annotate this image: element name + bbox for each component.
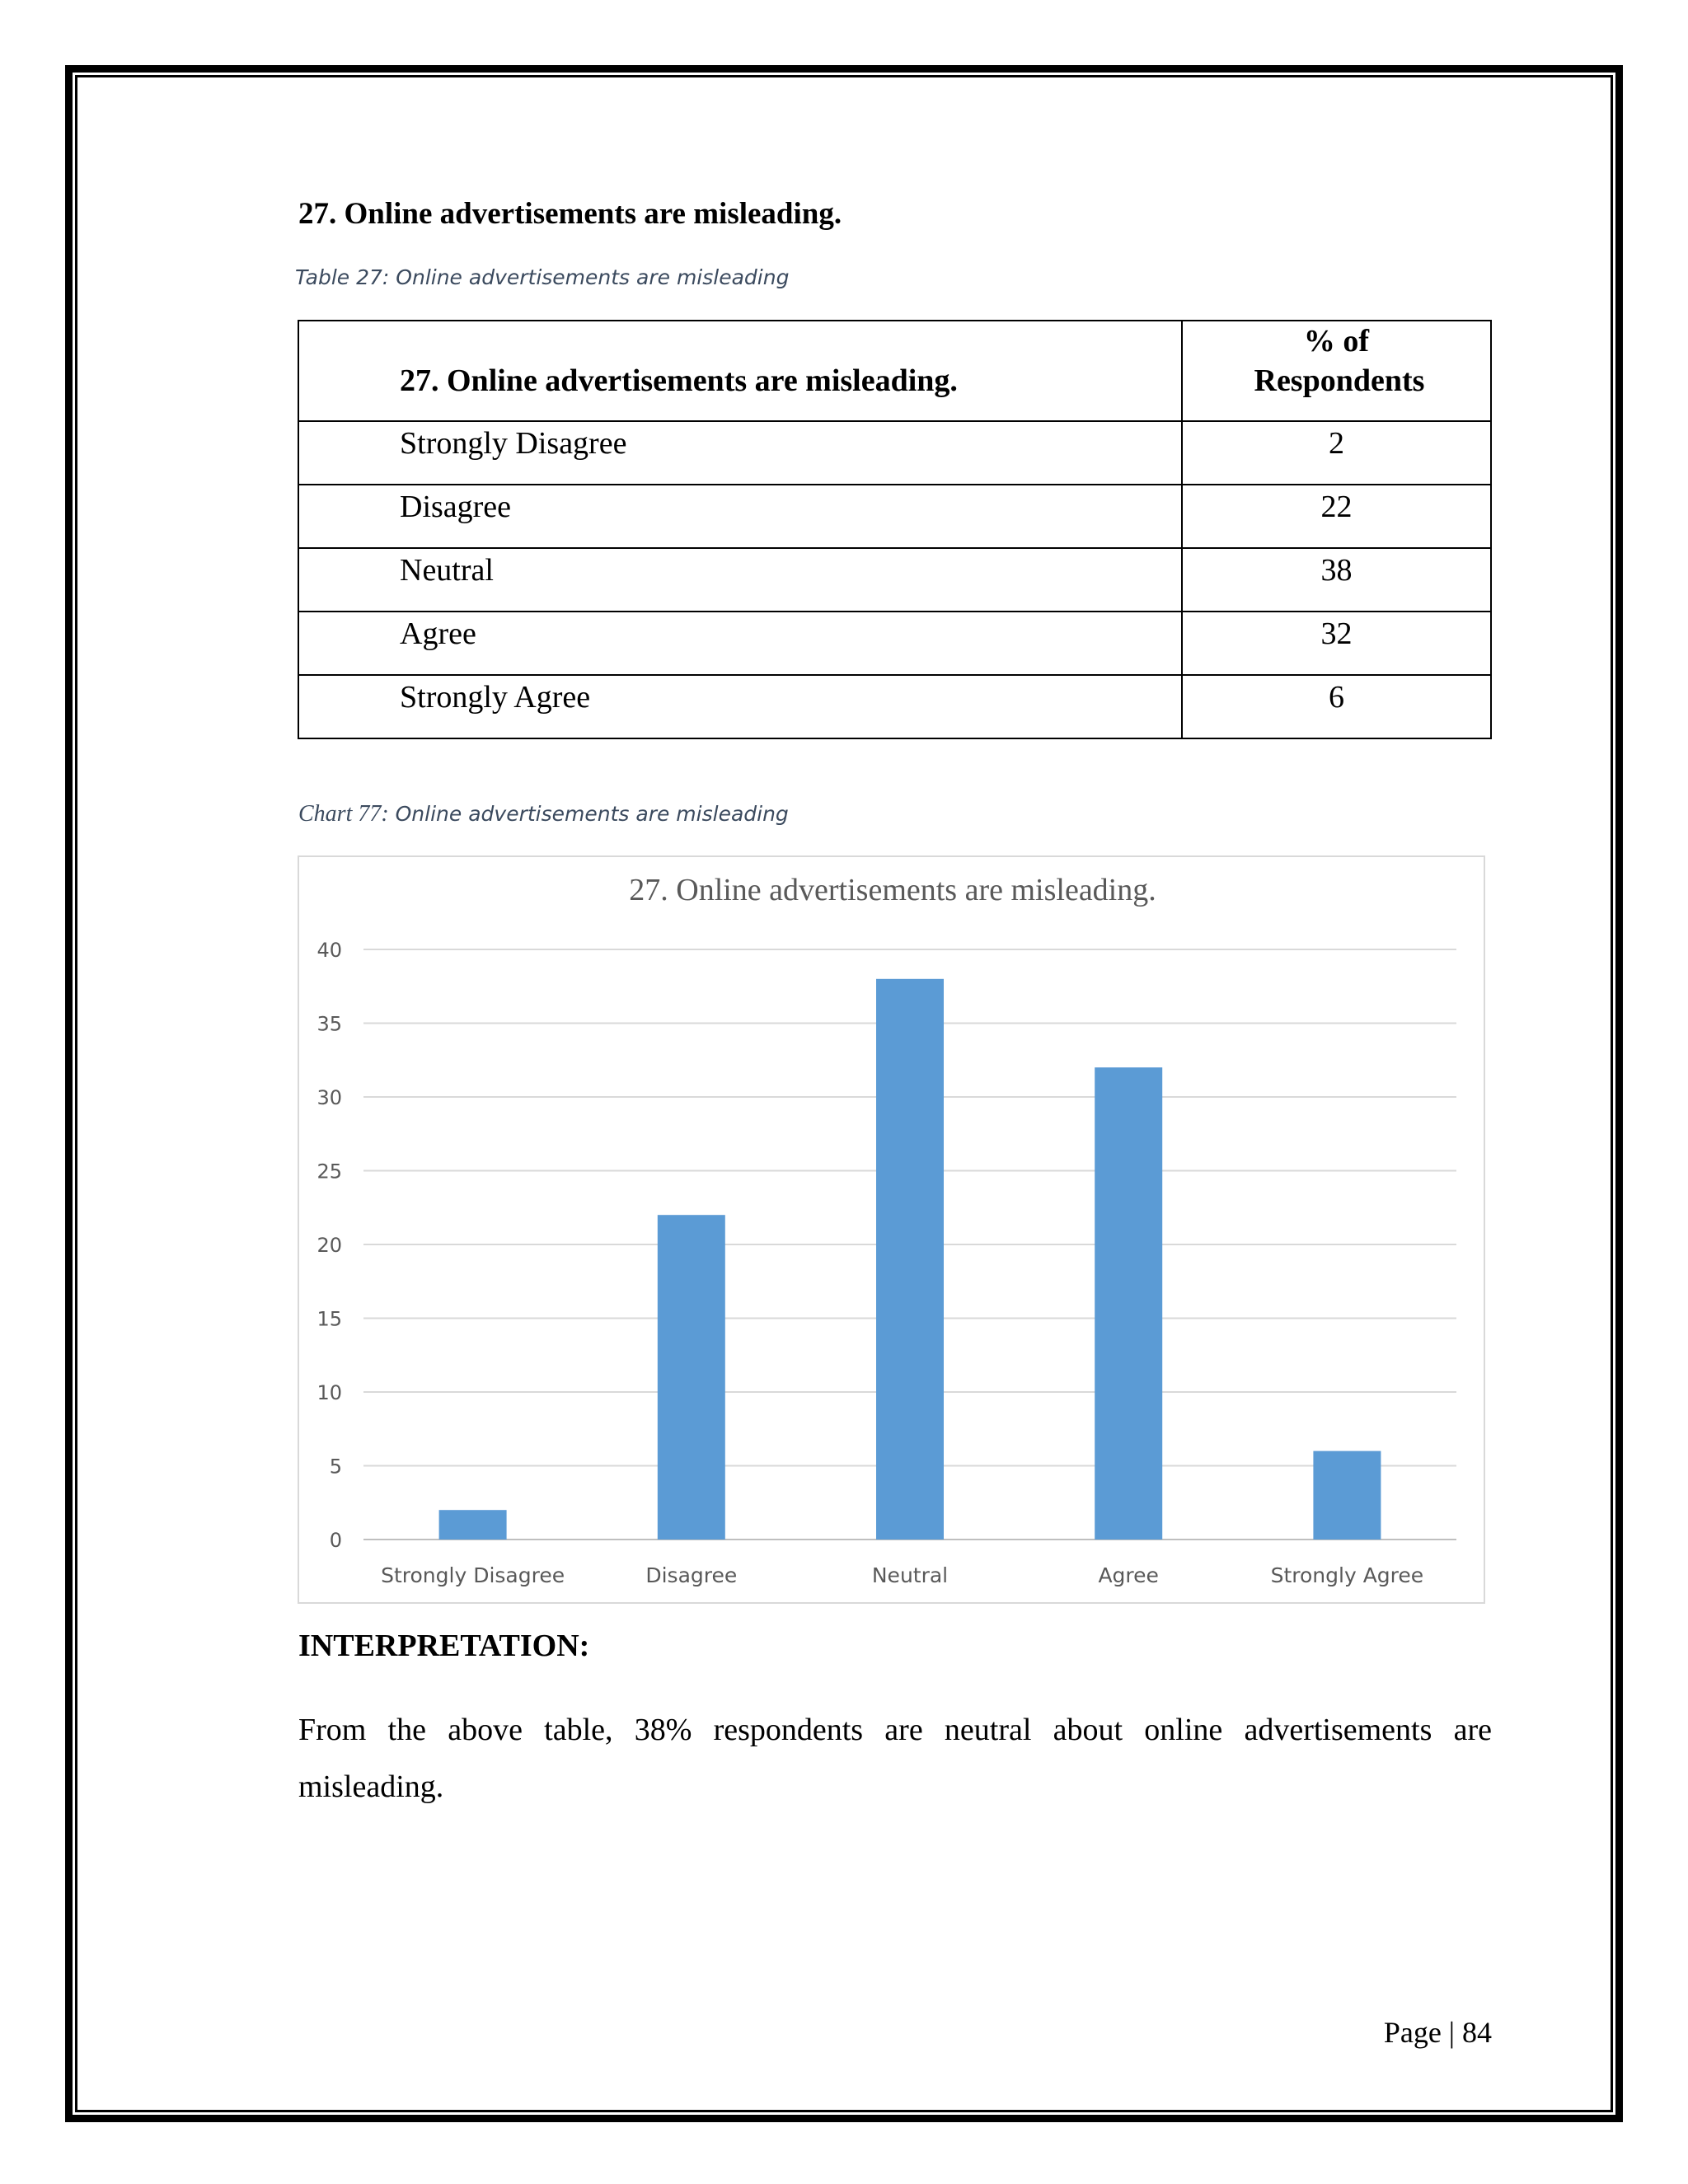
x-tick-label: Strongly Disagree [381, 1563, 565, 1587]
table-header-percent-label: % of Respondents [1254, 324, 1425, 398]
y-tick-label: 10 [316, 1381, 342, 1404]
table-row [298, 548, 1491, 612]
table-cell-value: 22 [1182, 485, 1491, 548]
x-tick-label: Agree [1098, 1563, 1159, 1587]
bar-chart-svg [299, 857, 1487, 1605]
chart-caption [298, 801, 789, 827]
table-cell-value: 6 [1182, 675, 1491, 738]
table-row [298, 612, 1491, 675]
y-tick-label: 30 [316, 1086, 342, 1109]
bar [658, 1215, 725, 1540]
table-cell-label: Strongly Disagree [298, 421, 1182, 485]
table-cell-label: Neutral [298, 548, 1182, 612]
chart-caption-text: Online advertisements are misleading [388, 802, 789, 826]
interpretation-title: INTERPRETATION: [298, 1629, 590, 1663]
chart-caption-prefix: Chart 77: [298, 801, 389, 827]
section-heading: 27. Online advertisements are misleading. [298, 197, 842, 231]
table-cell-label: Agree [298, 612, 1182, 675]
y-tick-label: 5 [329, 1455, 342, 1479]
responses-table [298, 320, 1492, 739]
table-header-statement: 27. Online advertisements are misleading. [298, 321, 1182, 421]
table-row [298, 421, 1491, 485]
y-tick-label: 0 [329, 1529, 342, 1552]
y-tick-label: 20 [316, 1234, 342, 1257]
table-row [298, 675, 1491, 738]
interpretation-text: From the above table, 38% respondents are neutral about online advertisements are misleading. [298, 1713, 1492, 1804]
x-tick-label: Strongly Agree [1270, 1563, 1424, 1587]
table-cell-value: 2 [1182, 421, 1491, 485]
table-header-row [298, 321, 1491, 421]
bar [439, 1510, 507, 1540]
y-tick-label: 25 [316, 1160, 342, 1183]
bar-chart [298, 855, 1485, 1604]
table-cell-value: 32 [1182, 612, 1491, 675]
y-tick-label: 40 [316, 939, 342, 962]
bar [1313, 1451, 1381, 1540]
bar [1095, 1067, 1162, 1540]
table-header-percent [1182, 321, 1491, 421]
x-tick-label: Neutral [871, 1563, 949, 1587]
table-caption: Table 27: Online advertisements are misleading [295, 265, 790, 289]
table-cell-label: Strongly Agree [298, 675, 1182, 738]
bar [876, 979, 944, 1540]
y-tick-label: 15 [316, 1307, 342, 1331]
chart-title: 27. Online advertisements are misleading. [629, 873, 1156, 907]
page-number: Page | 84 [1383, 2016, 1492, 2049]
y-tick-label: 35 [316, 1012, 342, 1036]
table-cell-value: 38 [1182, 548, 1491, 612]
table-row [298, 485, 1491, 548]
x-tick-label: Disagree [645, 1563, 738, 1587]
table-cell-label: Disagree [298, 485, 1182, 548]
